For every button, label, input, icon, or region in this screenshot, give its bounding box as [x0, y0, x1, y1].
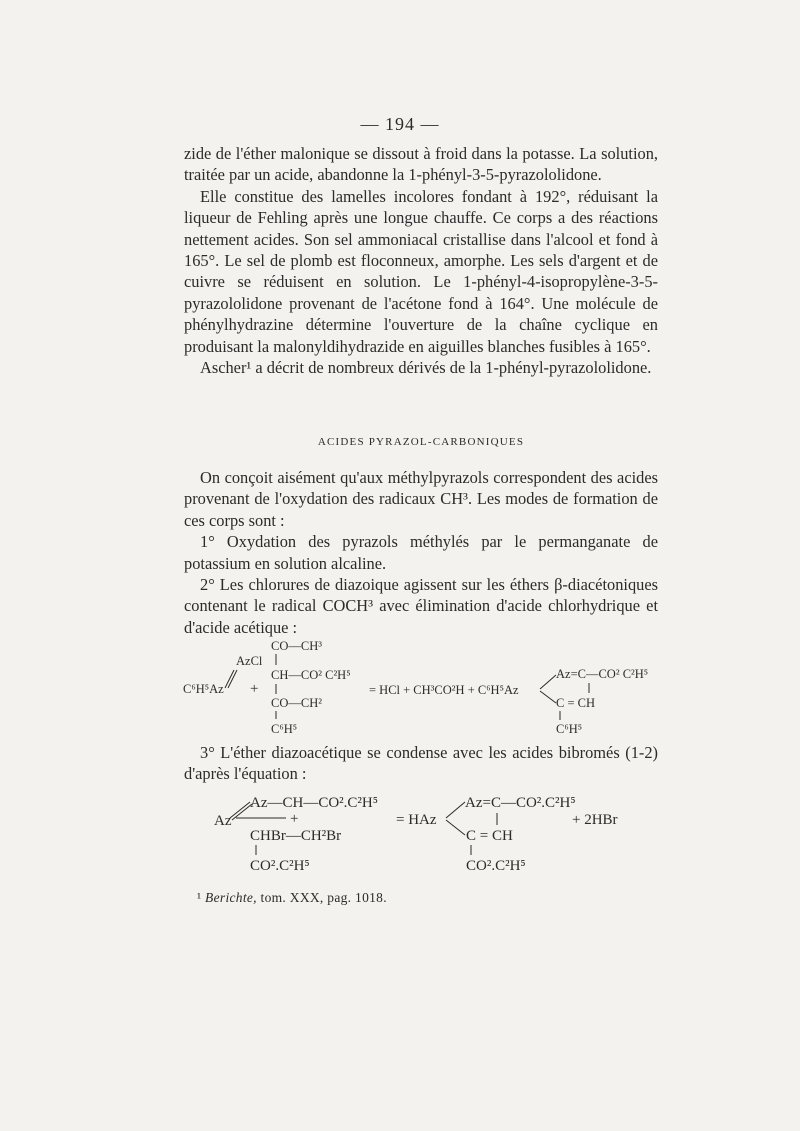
formula-text: CH—CO² C²H⁵	[271, 668, 351, 682]
formula-text: +	[290, 811, 299, 827]
paragraph: Elle constitue des lamelles incolores fondant à 192°, réduisant la liqueur de Fehling après une longue chauffe. Ce corps a des réactions nettement acides. Son sel ammoniacal cristallise dans l'alcool et fond à 165°. Le sel de plomb est floconneux, amorphe. Les sels d'argent et de cuivre se réduisent en solution. Le 1-phényl-4-isopropylène-3-5-pyrazololidone provenant de l'acétone fond à 164°. Une molécule de phénylhydrazine détermine l'ouverture de la chaîne cyclique en produisant la malonyldihydrazide en aiguilles blanches fusibles à 165°.	[184, 186, 658, 356]
formula-text: + 2HBr	[572, 812, 618, 828]
page-number: — 194 —	[360, 114, 440, 134]
formula-text: CO—CH³	[271, 639, 322, 653]
formula-text: CO—CH²	[271, 696, 322, 710]
footnote-text: tom. XXX, pag. 1018.	[256, 890, 387, 905]
footnote-source: Berichte,	[205, 890, 257, 905]
formula-text: C = CH	[556, 696, 596, 710]
paragraph: 1° Oxydation des pyrazols méthylés par le permanganate de potassium en solution alcaline.	[184, 532, 658, 573]
section-heading: ACIDES PYRAZOL-CARBONIQUES	[317, 436, 525, 448]
formula-text: CO².C²H⁵	[250, 858, 310, 874]
paragraph: 3° L'éther diazoacétique se condense avec les acides bibromés (1-2) d'après l'équation :	[184, 743, 658, 784]
formula-text: = HAz	[396, 812, 437, 828]
formula-text: C⁶H⁵	[271, 722, 298, 736]
paragraph: zide de l'éther malonique se dissout à froid dans la potasse. La solution, traitée par un acide, abandonne la 1-phényl-3-5-pyrazololidone.	[184, 144, 658, 185]
formula-text: C⁶H⁵	[556, 722, 583, 736]
paragraph: On conçoit aisément qu'aux méthylpyrazols correspondent des acides provenant de l'oxydation des radicaux CH³. Les modes de formation de ces corps sont :	[184, 468, 658, 530]
footnote	[197, 890, 387, 906]
formula-text: +	[250, 681, 259, 697]
formula-text: Az=C—CO².C²H⁵	[465, 795, 576, 811]
formula-text: AzCl	[236, 654, 263, 668]
formula-text: CHBr—CH²Br	[250, 828, 342, 844]
formula-text: Az—CH—CO².C²H⁵	[250, 795, 378, 811]
paragraph: 2° Les chlorures de diazoique agissent sur les éthers β-diacétoniques contenant le radical COCH³ avec élimination d'acide chlorhydrique et d'acide acétique :	[184, 575, 658, 637]
formula-text: C⁶H⁵Az	[183, 682, 224, 696]
formula-text: = HCl + CH³CO²H + C⁶H⁵Az	[369, 683, 519, 697]
formula-text: Az	[214, 813, 232, 829]
formula-text: Az=C—CO² C²H⁵	[556, 667, 649, 681]
footnote-mark: ¹	[197, 890, 202, 905]
formula-text: CO².C²H⁵	[466, 858, 526, 874]
formula-text: C = CH	[466, 828, 513, 844]
paragraph: Ascher¹ a décrit de nombreux dérivés de la 1-phényl-pyrazololidone.	[200, 358, 652, 378]
